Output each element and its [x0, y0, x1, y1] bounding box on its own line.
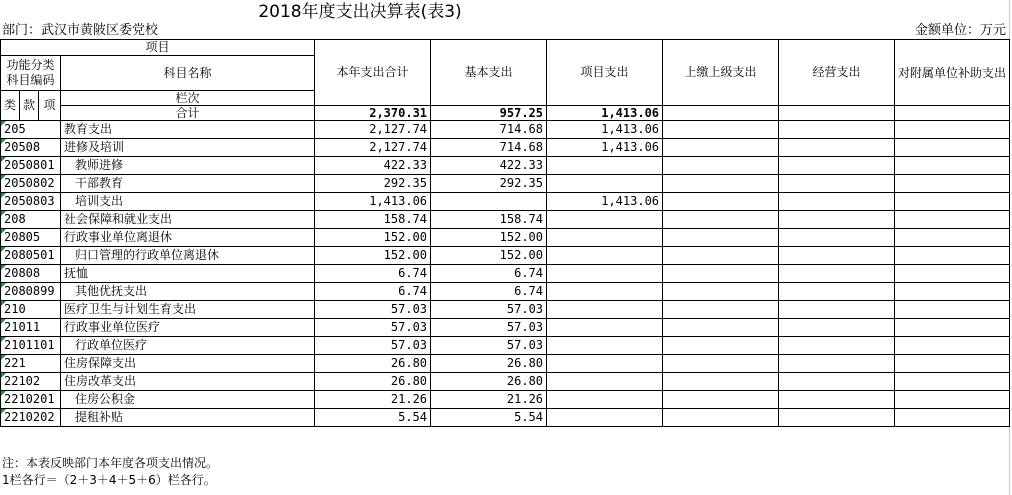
subject-name: 提租补贴: [61, 409, 315, 427]
report-title: 2018年度支出决算表(表3): [258, 2, 462, 22]
value-subsidy: [895, 121, 1010, 139]
value-basic: 714.68: [431, 139, 547, 157]
subject-code: 21011: [1, 319, 61, 337]
value-project: 1,413.06: [547, 121, 663, 139]
header-item: 项目: [1, 40, 315, 56]
value-basic: 6.74: [431, 265, 547, 283]
subject-name: 教师进修: [61, 157, 315, 175]
header-kuan: 款: [20, 91, 39, 121]
table-row: [1, 193, 1010, 211]
value-basic: 5.54: [431, 409, 547, 427]
value-project: 1,413.06: [547, 139, 663, 157]
value-subsidy: [895, 139, 1010, 157]
value-subsidy: [895, 193, 1010, 211]
subject-name: 行政事业单位离退休: [61, 229, 315, 247]
subject-name: 行政事业单位医疗: [61, 319, 315, 337]
subject-code: 2210201: [1, 391, 61, 409]
value-basic: 152.00: [431, 229, 547, 247]
value-project: [547, 265, 663, 283]
value-business: [779, 193, 895, 211]
value-subsidy: [895, 157, 1010, 175]
value-total: 26.80: [315, 373, 431, 391]
value-upper: [663, 265, 779, 283]
subject-code: 2080899: [1, 283, 61, 301]
value-subsidy: [895, 229, 1010, 247]
subject-name: 培训支出: [61, 193, 315, 211]
footnote-1: 注：本表反映部门本年度各项支出情况。: [2, 456, 219, 470]
value-subsidy: [895, 355, 1010, 373]
value-project: [547, 301, 663, 319]
value-basic: 57.03: [431, 337, 547, 355]
table-row: [1, 337, 1010, 355]
table-row: [1, 301, 1010, 319]
value-business: [779, 139, 895, 157]
value-business: [779, 211, 895, 229]
value-upper: [663, 211, 779, 229]
value-upper: [663, 121, 779, 139]
value-business: [779, 355, 895, 373]
table-row: [1, 409, 1010, 427]
subject-code: 2080501: [1, 247, 61, 265]
header-col-6: 对附属单位补助支出: [895, 40, 1010, 106]
subject-code: 22102: [1, 373, 61, 391]
value-business: [779, 409, 895, 427]
header-lanci: 栏次: [61, 91, 315, 106]
amount-unit-label: 金额单位：万元: [914, 23, 1006, 38]
header-lei: 类: [1, 91, 20, 121]
header-func-code: 功能分类科目编码: [1, 56, 61, 91]
subject-code: 210: [1, 301, 61, 319]
value-subsidy: [895, 319, 1010, 337]
header-col-3: 项目支出: [547, 40, 663, 106]
header-col-4: 上缴上级支出: [663, 40, 779, 106]
value-upper: [663, 283, 779, 301]
value-basic: 152.00: [431, 247, 547, 265]
value-project: [547, 211, 663, 229]
value-basic: [431, 193, 547, 211]
value-subsidy: [895, 283, 1010, 301]
value-project: [547, 373, 663, 391]
header-xiang: 项: [39, 91, 61, 121]
value-upper: [663, 175, 779, 193]
value-basic: 21.26: [431, 391, 547, 409]
header-subject-name: 科目名称: [61, 56, 315, 91]
value-upper: [663, 337, 779, 355]
value-total: 57.03: [315, 319, 431, 337]
subject-code: 2050802: [1, 175, 61, 193]
value-basic: 26.80: [431, 355, 547, 373]
subject-code: 208: [1, 211, 61, 229]
total-value-3: 1,413.06: [547, 106, 663, 121]
subject-name: 教育支出: [61, 121, 315, 139]
table-row: [1, 391, 1010, 409]
value-business: [779, 175, 895, 193]
department-label: 部门：武汉市黄陂区委党校: [2, 23, 159, 38]
value-total: 292.35: [315, 175, 431, 193]
subject-code: 20508: [1, 139, 61, 157]
total-value-4: [663, 106, 779, 121]
value-business: [779, 265, 895, 283]
value-project: [547, 229, 663, 247]
value-total: 152.00: [315, 229, 431, 247]
value-project: [547, 391, 663, 409]
value-basic: 158.74: [431, 211, 547, 229]
table-row: [1, 157, 1010, 175]
value-business: [779, 283, 895, 301]
subject-name: 住房公积金: [61, 391, 315, 409]
table-row: [1, 211, 1010, 229]
value-subsidy: [895, 265, 1010, 283]
table-row: [1, 121, 1010, 139]
value-total: 26.80: [315, 355, 431, 373]
value-basic: 714.68: [431, 121, 547, 139]
total-value-5: [779, 106, 895, 121]
subject-name: 干部教育: [61, 175, 315, 193]
subject-name: 其他优抚支出: [61, 283, 315, 301]
value-project: [547, 175, 663, 193]
value-total: 158.74: [315, 211, 431, 229]
value-subsidy: [895, 409, 1010, 427]
value-business: [779, 247, 895, 265]
value-subsidy: [895, 337, 1010, 355]
value-upper: [663, 229, 779, 247]
value-project: [547, 355, 663, 373]
value-upper: [663, 301, 779, 319]
value-basic: 292.35: [431, 175, 547, 193]
subject-code: 205: [1, 121, 61, 139]
value-upper: [663, 409, 779, 427]
table-row: [1, 175, 1010, 193]
subject-name: 住房改革支出: [61, 373, 315, 391]
value-project: 1,413.06: [547, 193, 663, 211]
value-total: 422.33: [315, 157, 431, 175]
value-subsidy: [895, 301, 1010, 319]
value-basic: 6.74: [431, 283, 547, 301]
total-value-1: 2,370.31: [315, 106, 431, 121]
header-col-2: 基本支出: [431, 40, 547, 106]
footnote-2: 1栏各行＝（2＋3＋4＋5＋6）栏各行。: [2, 473, 216, 487]
total-value-6: [895, 106, 1010, 121]
value-business: [779, 157, 895, 175]
value-business: [779, 337, 895, 355]
value-subsidy: [895, 211, 1010, 229]
expenditure-table: [0, 39, 1010, 427]
subject-name: 归口管理的行政单位离退休: [61, 247, 315, 265]
subject-code: 2050801: [1, 157, 61, 175]
value-total: 21.26: [315, 391, 431, 409]
subject-name: 抚恤: [61, 265, 315, 283]
value-total: 57.03: [315, 301, 431, 319]
table-row: [1, 229, 1010, 247]
value-project: [547, 409, 663, 427]
value-total: 2,127.74: [315, 139, 431, 157]
subject-code: 2050803: [1, 193, 61, 211]
value-total: 152.00: [315, 247, 431, 265]
table-row: [1, 319, 1010, 337]
table-row: [1, 265, 1010, 283]
value-total: 1,413.06: [315, 193, 431, 211]
value-subsidy: [895, 175, 1010, 193]
value-upper: [663, 391, 779, 409]
value-total: 57.03: [315, 337, 431, 355]
header-col-5: 经营支出: [779, 40, 895, 106]
header-col-1: 本年支出合计: [315, 40, 431, 106]
value-upper: [663, 157, 779, 175]
subject-code: 20805: [1, 229, 61, 247]
total-value-2: 957.25: [431, 106, 547, 121]
value-upper: [663, 319, 779, 337]
value-business: [779, 121, 895, 139]
header-heji: 合计: [61, 106, 315, 121]
value-upper: [663, 247, 779, 265]
table-row: [1, 139, 1010, 157]
subject-code: 2210202: [1, 409, 61, 427]
value-total: 2,127.74: [315, 121, 431, 139]
value-business: [779, 391, 895, 409]
subject-name: 进修及培训: [61, 139, 315, 157]
table-row: [1, 355, 1010, 373]
value-basic: 26.80: [431, 373, 547, 391]
value-subsidy: [895, 373, 1010, 391]
subject-name: 行政单位医疗: [61, 337, 315, 355]
subject-name: 医疗卫生与计划生育支出: [61, 301, 315, 319]
value-upper: [663, 193, 779, 211]
subject-code: 20808: [1, 265, 61, 283]
value-project: [547, 157, 663, 175]
table-row: [1, 373, 1010, 391]
value-project: [547, 283, 663, 301]
subject-name: 住房保障支出: [61, 355, 315, 373]
value-upper: [663, 355, 779, 373]
value-basic: 57.03: [431, 301, 547, 319]
value-subsidy: [895, 391, 1010, 409]
subject-code: 2101101: [1, 337, 61, 355]
value-project: [547, 247, 663, 265]
value-business: [779, 373, 895, 391]
value-project: [547, 337, 663, 355]
value-basic: 422.33: [431, 157, 547, 175]
value-total: 6.74: [315, 283, 431, 301]
value-upper: [663, 139, 779, 157]
subject-name: 社会保障和就业支出: [61, 211, 315, 229]
value-business: [779, 319, 895, 337]
value-business: [779, 301, 895, 319]
value-upper: [663, 373, 779, 391]
value-business: [779, 229, 895, 247]
table-row: [1, 283, 1010, 301]
subject-code: 221: [1, 355, 61, 373]
value-total: 5.54: [315, 409, 431, 427]
table-row: [1, 247, 1010, 265]
value-total: 6.74: [315, 265, 431, 283]
value-subsidy: [895, 247, 1010, 265]
value-project: [547, 319, 663, 337]
value-basic: 57.03: [431, 319, 547, 337]
